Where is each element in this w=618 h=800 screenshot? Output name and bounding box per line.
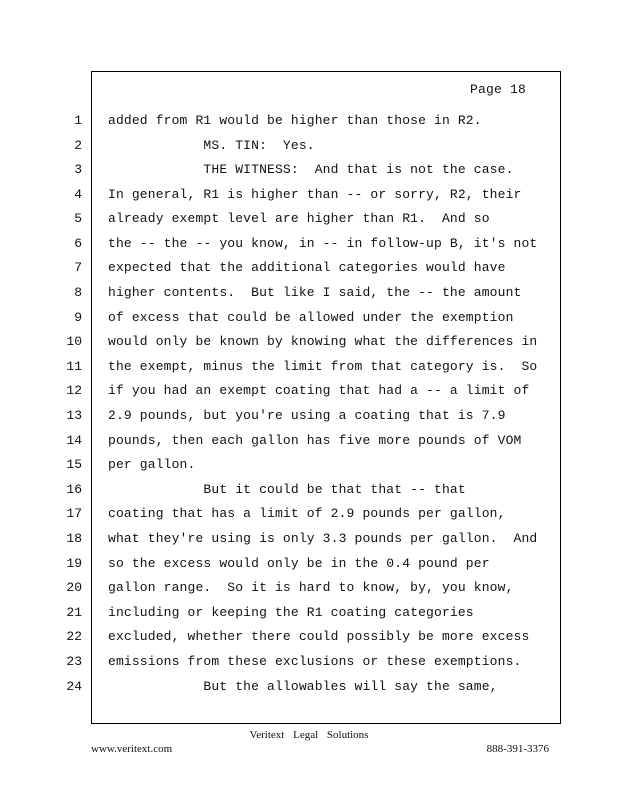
transcript-line: But it could be that that -- that <box>108 482 466 497</box>
line-number: 5 <box>74 211 82 226</box>
line-number: 23 <box>66 654 82 669</box>
line-number: 18 <box>66 531 82 546</box>
transcript-line: added from R1 would be higher than those in R2. <box>108 113 482 128</box>
footer-website: www.veritext.com <box>91 743 173 755</box>
transcript-line: coating that has a limit of 2.9 pounds per gallon, <box>108 506 506 521</box>
transcript-line: MS. TIN: Yes. <box>108 138 315 153</box>
line-number: 1 <box>74 113 82 128</box>
transcript-line: would only be known by knowing what the differences in <box>108 334 538 349</box>
line-number: 8 <box>74 285 82 300</box>
line-number: 22 <box>66 629 82 644</box>
page-number: Page 18 <box>470 82 527 97</box>
transcript-line: so the excess would only be in the 0.4 pound per <box>108 556 490 571</box>
transcript-line: what they're using is only 3.3 pounds per gallon. And <box>108 531 538 546</box>
line-number: 12 <box>66 383 82 398</box>
line-number: 2 <box>74 138 82 153</box>
line-number: 21 <box>66 605 82 620</box>
transcript-line: if you had an exempt coating that had a -- a limit of <box>108 383 530 398</box>
transcript-line: emissions from these exclusions or these exemptions. <box>108 654 522 669</box>
line-number: 6 <box>74 236 82 251</box>
line-number: 13 <box>66 408 82 423</box>
line-number: 20 <box>66 580 82 595</box>
line-number: 9 <box>74 310 82 325</box>
transcript-line: In general, R1 is higher than -- or sorry, R2, their <box>108 187 522 202</box>
line-number: 24 <box>66 679 82 694</box>
transcript-line: THE WITNESS: And that is not the case. <box>108 162 514 177</box>
line-number: 4 <box>74 187 82 202</box>
transcript-line: But the allowables will say the same, <box>108 679 498 694</box>
line-number: 11 <box>66 359 82 374</box>
transcript-line: pounds, then each gallon has five more pounds of VOM <box>108 433 522 448</box>
line-number: 17 <box>66 506 82 521</box>
transcript-line: already exempt level are higher than R1. And so <box>108 211 490 226</box>
footer-phone: 888-391-3376 <box>486 743 549 755</box>
transcript-line: the exempt, minus the limit from that category is. So <box>108 359 538 374</box>
transcript-line: including or keeping the R1 coating categories <box>108 605 474 620</box>
line-number: 14 <box>66 433 82 448</box>
line-number: 19 <box>66 556 82 571</box>
transcript-line: of excess that could be allowed under the exemption <box>108 310 514 325</box>
line-number: 3 <box>74 162 82 177</box>
transcript-line: excluded, whether there could possibly be more excess <box>108 629 530 644</box>
transcript-line: the -- the -- you know, in -- in follow-up B, it's not <box>108 236 538 251</box>
transcript-line: 2.9 pounds, but you're using a coating that is 7.9 <box>108 408 506 423</box>
transcript-line: higher contents. But like I said, the -- the amount <box>108 285 522 300</box>
line-number: 7 <box>74 260 82 275</box>
line-number: 16 <box>66 482 82 497</box>
footer-company: Veritext Legal Solutions <box>249 729 369 741</box>
line-number: 15 <box>66 457 82 472</box>
transcript-line: gallon range. So it is hard to know, by, you know, <box>108 580 514 595</box>
transcript-line: per gallon. <box>108 457 196 472</box>
line-number: 10 <box>66 334 82 349</box>
transcript-line: expected that the additional categories would have <box>108 260 506 275</box>
